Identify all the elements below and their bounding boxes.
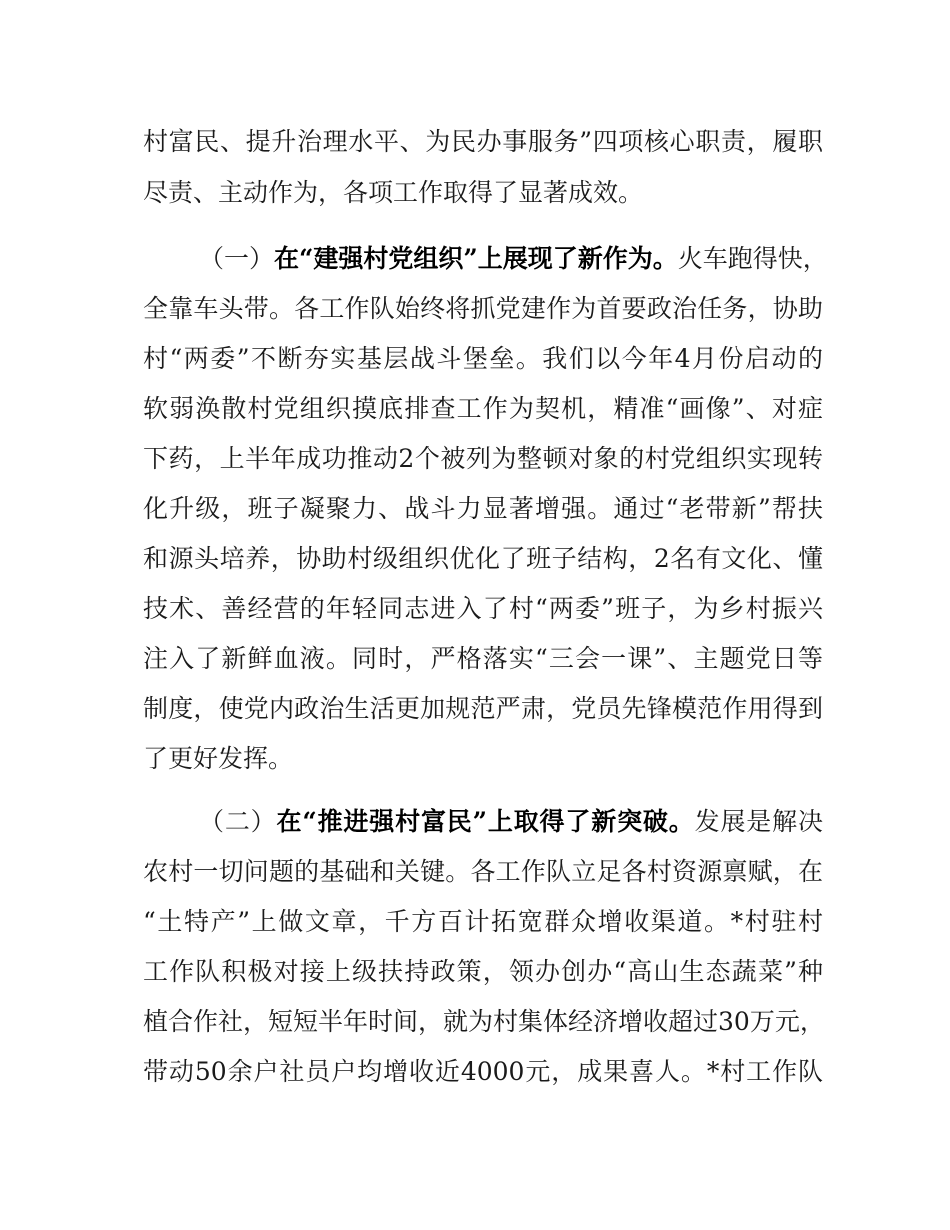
paragraph-line: 软弱涣散村党组织摸底排查工作为契机，精准“画像”、对症	[143, 394, 823, 423]
paragraph-line: 植合作社，短短半年时间，就为村集体经济增收超过30万元，	[143, 1007, 825, 1036]
paragraph-line: 尽责、主动作为，各项工作取得了显著成效。	[143, 178, 644, 207]
paragraph-line: 技术、善经营的年轻同志进入了村“两委”班子，为乡村振兴	[143, 594, 823, 623]
section-number: （二）	[199, 807, 277, 836]
paragraph-line: “土特产”上做文章，千方百计拓宽群众增收渠道。*村驻村	[143, 907, 823, 936]
paragraph-line: 全靠车头带。各工作队始终将抓党建作为首要政治任务，协助	[143, 294, 823, 323]
paragraph-line: 村富民、提升治理水平、为民办事服务”四项核心职责，履职	[143, 127, 823, 156]
section-heading: 在“推进强村富民”上取得了新突破。	[276, 807, 695, 836]
paragraph-line: 下药，上半年成功推动2个被列为整顿对象的村党组织实现转	[143, 444, 823, 473]
section-two-heading-line	[199, 800, 823, 844]
section-number: （一）	[199, 244, 275, 273]
section-heading: 在“建强村党组织”上展现了新作为。	[274, 244, 678, 273]
paragraph-line: 村“两委”不断夯实基层战斗堡垒。我们以今年4月份启动的	[143, 344, 823, 373]
paragraph-line: 化升级，班子凝聚力、战斗力显著增强。通过“老带新”帮扶	[143, 494, 823, 523]
section-lead-text: 火车跑得快，	[677, 244, 828, 273]
paragraph-line: 制度，使党内政治生活更加规范严肃，党员先锋模范作用得到	[143, 694, 823, 723]
paragraph-line: 工作队积极对接上级扶持政策，领办创办“高山生态蔬菜”种	[143, 957, 823, 986]
paragraph-line: 了更好发挥。	[143, 744, 294, 773]
paragraph-line: 和源头培养，协助村级组织优化了班子结构，2名有文化、懂	[143, 544, 823, 573]
paragraph-line: 注入了新鲜血液。同时，严格落实“三会一课”、主题党日等	[143, 644, 823, 673]
section-lead-text: 发展是解决	[694, 807, 823, 836]
section-one-heading-line	[199, 237, 828, 281]
paragraph-line: 农村一切问题的基础和关键。各工作队立足各村资源禀赋，在	[143, 857, 823, 886]
paragraph-line: 带动50余户社员户均增收近4000元，成果喜人。*村工作队	[143, 1057, 823, 1086]
